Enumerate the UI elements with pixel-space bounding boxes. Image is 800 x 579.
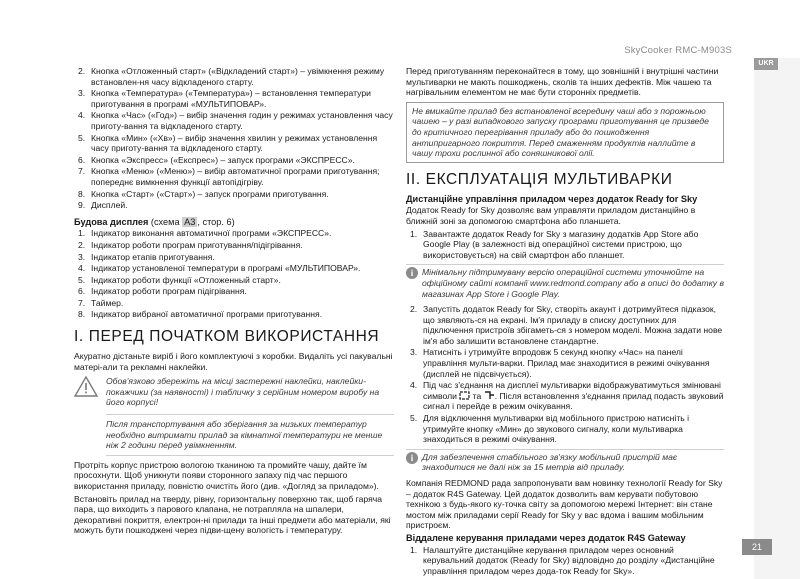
remote-steps-1 bbox=[406, 229, 724, 261]
para-install: Встановіть прилад на тверду, рівну, горизонтальну поверхню так, щоб гаряча пара, що виходить з парового клапана, не потрапляла на шпалери, декоративні покриття, електрон-ні прилади та інші предмети або матеріали, які можуть бути пошкоджені через підви-щену вологість і температуру. bbox=[74, 493, 391, 536]
list-item: 1. Індикатор виконання автоматичної програми «ЭКСПРЕСС». bbox=[78, 228, 332, 239]
list-item: 5. Для відключення мультиварки від мобільного пристрою натисніть і утримуйте кнопку «Мин» до звукового сигналу, коли мультиварка знаходиться в режимі очікування. bbox=[410, 413, 690, 445]
para-check: Перед приготуванням переконайтеся в тому, що зовнішній і внутрішні частини мультиварки не мають пошкоджень, сколів та інших дефектів. Між чашею та нагрівальним елементом не має бути сторонніх предметів. bbox=[406, 66, 719, 98]
list-item: 7. Таймер. bbox=[78, 297, 124, 308]
warning-note-temperature: Після транспортування або зберігання за низьких температур необхідно витримати прилад за кімнатної температури не менше ніж 2 години перед увімкненням. bbox=[106, 419, 383, 451]
list-item: 4. Кнопка «Час» («Год») – вибір значення годин у режимах установлення часу приготу-вання та відкладеного старту. bbox=[78, 110, 393, 131]
language-tab: UKR bbox=[754, 58, 778, 70]
para-r4s: Компанія REDMOND рада запропонувати вам новинку технології Ready for Sky – додаток R4S Gateway. Цей додаток дозволить вам керувати побутовою технікою з будь-якого ку-точка світу за допомогою мережі Інтернет: він стане мостом між приладами серії Ready for Sky у вас вдома і вашим мобільним пристроєм. bbox=[406, 478, 723, 531]
model-header: SkyCooker RMC-M903S bbox=[624, 45, 732, 56]
list-item: 2. Кнопка «Отложенный старт» («Відкладений старт») – увімкнення режиму встановлен-ня часу відкладеного старту. bbox=[78, 66, 385, 87]
page-number: 21 bbox=[742, 539, 772, 555]
section-title-operation: II. ЕКСПЛУАТАЦІЯ МУЛЬТИВАРКИ bbox=[406, 170, 673, 188]
list-item: 5. Індикатор роботи функції «Отложенный старт». bbox=[78, 274, 281, 285]
para-unpack: Акуратно дістаньте виріб і його комплектуючі з коробки. Видаліть усі пакувальні матері-али та рекламні наклейки. bbox=[74, 351, 393, 372]
display-list bbox=[74, 228, 394, 320]
list-item: 6. Кнопка «Экспресс» («Експрес») – запуск програми «ЭКСПРЕСС». bbox=[78, 154, 355, 165]
boxed-note: Не вмикайте прилад без встановленої всередину чаші або з порожньою чашею – у разі випадкового запуску програми приготування це призведе до критичного перегрівання приладу або до пошкодження антипригарного покриття. Перед смаженням продуктів наллийте в чашу трохи рослинної або соняшникової олії. bbox=[406, 102, 724, 163]
info-note-distance bbox=[406, 449, 724, 473]
segment-symbol-2-icon bbox=[484, 391, 495, 400]
list-item: 1. Налаштуйте дистанційне керування приладом через основний керувальний додаток (Ready for Sky) відповідно до розділу «Дистанційне управління приладом через дода-ток Ready for Sky». bbox=[410, 544, 715, 576]
list-item: 4. Під час з'єднання на дисплеї мультиварки відображуватимуться змінювані символи та . Після встановлення з'єднання прилад подасть звуковий сигнал і перейде в режим очікування. bbox=[410, 380, 724, 412]
list-item: 2. Запустіть додаток Ready for Sky, створіть акаунт і дотримуйтеся підказок, що зявляють-ся на екрані. Ім'я приладу в списку доступних для підключення пристроїв збігаметь-ся з номером моделі. Можна задати нове ім'я або залишити встановлене стандартне. bbox=[410, 304, 723, 346]
list-item: 8. Індикатор вибраної автоматичної програми приготування. bbox=[78, 309, 323, 320]
list-item: 6. Індикатор роботи програм підігрівання. bbox=[78, 286, 247, 297]
list-item: 5. Кнопка «Мин» («Хв») – вибір значення хвилин у режимах установлення часу приготу-вання та відкладеного старту. bbox=[78, 132, 378, 154]
right-column bbox=[406, 66, 724, 577]
list-item: 2. Індикатор роботи програм приготування/підігрівання. bbox=[78, 239, 303, 250]
info-text: Мінімальну підтримувану версію операційної системи уточнюйте на офіційному сайті компанії www.redmond.company або в описі до додатку в магазинах App Store і Google Play. bbox=[422, 267, 724, 299]
info-note-os bbox=[406, 264, 724, 299]
list-item: 3. Натисніть і утримуйте впродовж 5 секунд кнопку «Час» на панелі управління мульти-варки. Прилад має знаходитися в режимі очікування (дисплей не підсвічується). bbox=[410, 347, 710, 379]
list-item: 1. Завантажте додаток Ready for Sky з магазину додатків App Store або Google Play (в залежності від операційної системи пристрою, що використовується) на свій смартфон або планшет. bbox=[410, 228, 699, 260]
divider bbox=[106, 414, 394, 415]
gateway-heading: Віддалене керування приладами через додаток R4S Gateway bbox=[406, 532, 686, 543]
section-title-before-use: I. ПЕРЕД ПОЧАТКОМ ВИКОРИСТАННЯ bbox=[74, 328, 380, 346]
warning-block bbox=[74, 376, 394, 408]
display-heading: Будова дисплея (схема А3 , стор. 6) bbox=[74, 216, 235, 227]
list-item: 3. Кнопка «Температура» («Температура») – встановлення температури приготування в програмі «МУЛЬТИПОВАР». bbox=[78, 88, 371, 109]
controls-list bbox=[74, 66, 394, 211]
remote-intro: Додаток Ready for Sky дозволяє вам управляти приладом дистанційно в ближній зоні за допомогою смартфона або планшета. bbox=[406, 205, 696, 226]
info-circle-icon: i bbox=[406, 267, 418, 279]
remote-heading: Дистанційне управління приладом через додаток Ready for Sky bbox=[406, 193, 698, 204]
warning-triangle-icon bbox=[74, 376, 98, 397]
segment-symbol-1-icon bbox=[459, 391, 470, 400]
remote-steps-2 bbox=[406, 304, 724, 445]
info-circle-icon: i bbox=[406, 452, 418, 464]
para-wipe: Протріть корпус пристрою вологою тканиною та промийте чашу, дайте їм просохнути. Щоб уникнути появи сторонного запаху під час першого використання приладу, повністю очистіть його (див. «Догляд за приладом»). bbox=[74, 459, 379, 491]
warning-note-stickers: Обов'язково збережіть на місці застережні наклейки, наклейки-покажчики (за наявності) і табличку з серійним номером виробу на його корпусі! bbox=[106, 376, 380, 408]
list-item: 4. Індикатор установленої температури в програмі «МУЛЬТИПОВАР». bbox=[78, 263, 361, 274]
list-item: 7. Кнопка «Меню» («Меню») – вибір автоматичної програми приготування; попереднє вимкнення функції автопідігріву. bbox=[78, 166, 380, 187]
left-column bbox=[74, 66, 394, 538]
right-sidebar bbox=[754, 58, 800, 579]
list-item: 9. Дисплей. bbox=[78, 200, 128, 211]
gateway-steps bbox=[406, 545, 724, 577]
list-item: 3. Індикатор етапів приготування. bbox=[78, 251, 215, 262]
list-item: 8. Кнопка «Старт» («Старт») – запуск програми приготування. bbox=[78, 188, 329, 199]
scheme-ref-badge: А3 bbox=[184, 216, 196, 227]
info-text: Для забезпечення стабільного зв'язку мобільний пристрій має знаходитися не далі ніж за 15 метрів від приладу. bbox=[422, 451, 678, 473]
divider bbox=[106, 455, 394, 456]
